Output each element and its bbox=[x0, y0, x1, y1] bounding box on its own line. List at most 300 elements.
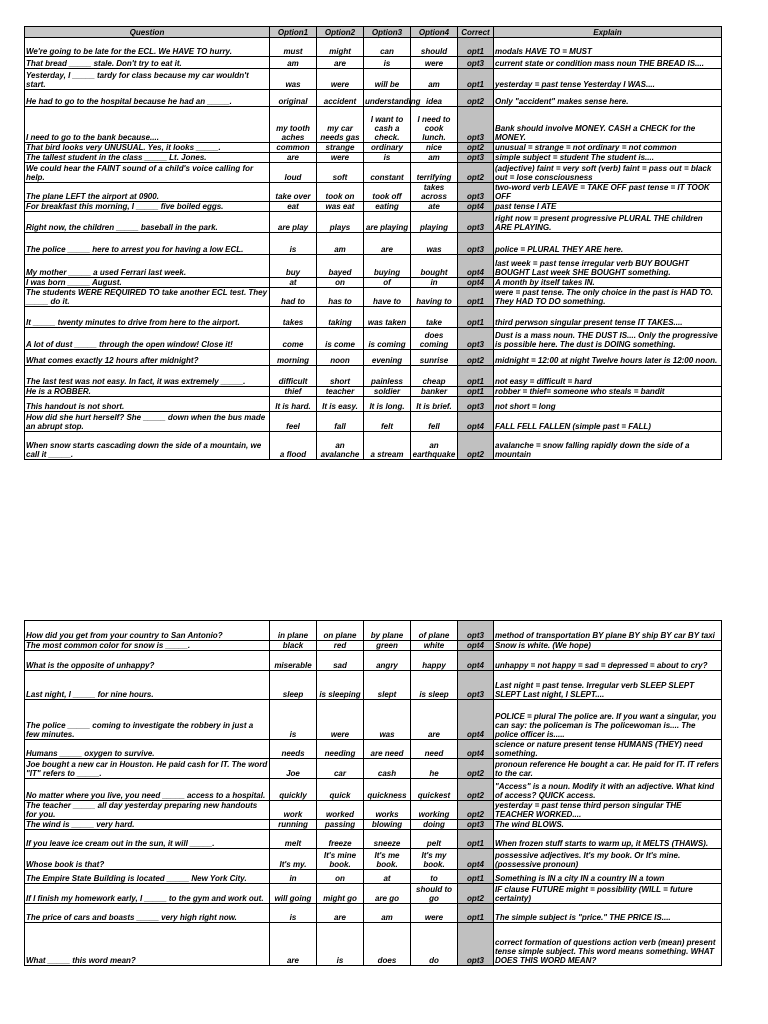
option3-cell: understanding bbox=[364, 90, 411, 107]
quiz-table bbox=[24, 26, 722, 460]
table-row bbox=[25, 288, 722, 307]
option2-cell: is bbox=[317, 923, 364, 966]
explain-cell: modals HAVE TO = MUST bbox=[494, 38, 722, 57]
option1-cell: at bbox=[270, 278, 317, 288]
option1-cell: is bbox=[270, 700, 317, 740]
option2-cell: quick bbox=[317, 779, 364, 801]
question-cell: That bread _____ stale. Don't try to eat it. bbox=[25, 57, 270, 69]
option1-cell: in bbox=[270, 870, 317, 884]
option1-cell: in plane bbox=[270, 621, 317, 641]
question-cell: If you leave ice cream out in the sun, it will _____. bbox=[25, 830, 270, 849]
option4-cell: an earthquake bbox=[411, 432, 458, 460]
table-row bbox=[25, 350, 722, 366]
option1-cell: common bbox=[270, 143, 317, 153]
option3-cell: by plane bbox=[364, 621, 411, 641]
table-row bbox=[25, 849, 722, 870]
table-row bbox=[25, 387, 722, 397]
option2-cell: red bbox=[317, 641, 364, 651]
option3-cell: of bbox=[364, 278, 411, 288]
question-cell: The police _____ here to arrest you for having a low ECL. bbox=[25, 233, 270, 255]
table-row bbox=[25, 183, 722, 202]
option4-cell: in bbox=[411, 278, 458, 288]
header-option2: Option2 bbox=[317, 27, 364, 38]
option3-cell: took off bbox=[364, 183, 411, 202]
question-cell: The teacher _____ all day yesterday preparing new handouts for you. bbox=[25, 801, 270, 820]
table-row bbox=[25, 366, 722, 387]
explain-cell: pronoun reference He bought a car. He paid for IT. IT refers to the car. bbox=[494, 759, 722, 779]
explain-cell: possessive adjectives. It's my book. Or It's mine. (possessive pronoun) bbox=[494, 849, 722, 870]
explain-cell: Snow is white. (We hope) bbox=[494, 641, 722, 651]
option2-cell: took on bbox=[317, 183, 364, 202]
correct-cell: opt4 bbox=[458, 849, 494, 870]
explain-cell: not short = long bbox=[494, 397, 722, 412]
correct-cell: opt1 bbox=[458, 288, 494, 307]
option2-cell: an avalanche bbox=[317, 432, 364, 460]
option3-cell: evening bbox=[364, 350, 411, 366]
option3-cell: are go bbox=[364, 884, 411, 904]
option3-cell: soldier bbox=[364, 387, 411, 397]
option2-cell: taking bbox=[317, 307, 364, 328]
option4-cell: takes across bbox=[411, 183, 458, 202]
option2-cell: car bbox=[317, 759, 364, 779]
option1-cell: are bbox=[270, 153, 317, 163]
explain-cell: method of transportation BY plane BY ship BY car BY taxi bbox=[494, 621, 722, 641]
question-cell: Humans _____ oxygen to survive. bbox=[25, 740, 270, 759]
option3-cell: sneeze bbox=[364, 830, 411, 849]
question-cell: The students WERE REQUIRED TO take another ECL test. They _____ do it. bbox=[25, 288, 270, 307]
correct-cell: opt2 bbox=[458, 779, 494, 801]
option2-cell: It's mine book. bbox=[317, 849, 364, 870]
option1-cell: takes bbox=[270, 307, 317, 328]
question-cell: My mother _____ a used Ferrari last week. bbox=[25, 255, 270, 278]
question-cell: How did you get from your country to San Antonio? bbox=[25, 621, 270, 641]
option2-cell: It is easy. bbox=[317, 397, 364, 412]
option4-cell: he bbox=[411, 759, 458, 779]
explain-cell: The simple subject is "price." THE PRICE IS.... bbox=[494, 904, 722, 923]
option2-cell: passing bbox=[317, 820, 364, 830]
correct-cell: opt4 bbox=[458, 412, 494, 432]
option2-cell: are bbox=[317, 57, 364, 69]
option2-cell: on bbox=[317, 870, 364, 884]
question-cell: When snow starts cascading down the side of a mountain, we call it _____. bbox=[25, 432, 270, 460]
option3-cell: felt bbox=[364, 412, 411, 432]
option4-cell: am bbox=[411, 153, 458, 163]
header-option3: Option3 bbox=[364, 27, 411, 38]
option3-cell: will be bbox=[364, 69, 411, 90]
option4-cell: white bbox=[411, 641, 458, 651]
question-cell: He is a ROBBER. bbox=[25, 387, 270, 397]
option3-cell: are playing bbox=[364, 212, 411, 233]
correct-cell: opt4 bbox=[458, 700, 494, 740]
explain-cell: yesterday = past tense Yesterday I WAS.... bbox=[494, 69, 722, 90]
option1-cell: It's my. bbox=[270, 849, 317, 870]
table-row bbox=[25, 307, 722, 328]
correct-cell: opt3 bbox=[458, 153, 494, 163]
option1-cell: running bbox=[270, 820, 317, 830]
option2-cell: is come bbox=[317, 328, 364, 350]
correct-cell: opt3 bbox=[458, 328, 494, 350]
option2-cell: were bbox=[317, 153, 364, 163]
option3-cell: It is long. bbox=[364, 397, 411, 412]
explain-cell: The wind BLOWS. bbox=[494, 820, 722, 830]
option1-cell: loud bbox=[270, 163, 317, 183]
option1-cell: are bbox=[270, 923, 317, 966]
table-row bbox=[25, 923, 722, 966]
correct-cell: opt1 bbox=[458, 69, 494, 90]
question-cell: It _____ twenty minutes to drive from here to the airport. bbox=[25, 307, 270, 328]
explain-cell: A month by itself takes IN. bbox=[494, 278, 722, 288]
option4-cell: nice bbox=[411, 143, 458, 153]
option2-cell: soft bbox=[317, 163, 364, 183]
option4-cell: do bbox=[411, 923, 458, 966]
option2-cell: might go bbox=[317, 884, 364, 904]
option1-cell: original bbox=[270, 90, 317, 107]
option2-cell: are bbox=[317, 904, 364, 923]
option2-cell: freeze bbox=[317, 830, 364, 849]
option3-cell: does bbox=[364, 923, 411, 966]
option4-cell: It's my book. bbox=[411, 849, 458, 870]
option3-cell: are bbox=[364, 233, 411, 255]
option1-cell: work bbox=[270, 801, 317, 820]
option2-cell: might bbox=[317, 38, 364, 57]
quiz-table-1 bbox=[24, 26, 721, 460]
table-row bbox=[25, 233, 722, 255]
table-row bbox=[25, 870, 722, 884]
option1-cell: come bbox=[270, 328, 317, 350]
table-body bbox=[25, 38, 722, 460]
option1-cell: is bbox=[270, 904, 317, 923]
question-cell: The Empire State Building is located _____ New York City. bbox=[25, 870, 270, 884]
explain-cell: police = PLURAL THEY ARE here. bbox=[494, 233, 722, 255]
header-option4: Option4 bbox=[411, 27, 458, 38]
question-cell: We could hear the FAINT sound of a child's voice calling for help. bbox=[25, 163, 270, 183]
option2-cell: worked bbox=[317, 801, 364, 820]
option1-cell: difficult bbox=[270, 366, 317, 387]
question-cell: What comes exactly 12 hours after midnight? bbox=[25, 350, 270, 366]
option4-cell: bought bbox=[411, 255, 458, 278]
explain-cell: current state or condition mass noun THE BREAD IS.... bbox=[494, 57, 722, 69]
question-cell: The tallest student in the class _____ Lt. Jones. bbox=[25, 153, 270, 163]
option1-cell: It is hard. bbox=[270, 397, 317, 412]
correct-cell: opt3 bbox=[458, 107, 494, 143]
option4-cell: banker bbox=[411, 387, 458, 397]
question-cell: Right now, the children _____ baseball in the park. bbox=[25, 212, 270, 233]
option1-cell: my tooth aches bbox=[270, 107, 317, 143]
correct-cell: opt4 bbox=[458, 651, 494, 671]
option1-cell: am bbox=[270, 57, 317, 69]
correct-cell: opt3 bbox=[458, 923, 494, 966]
option3-cell: am bbox=[364, 904, 411, 923]
option2-cell: short bbox=[317, 366, 364, 387]
option3-cell: was taken bbox=[364, 307, 411, 328]
table-row bbox=[25, 328, 722, 350]
option3-cell: is bbox=[364, 57, 411, 69]
option3-cell: works bbox=[364, 801, 411, 820]
explain-cell: third perwson singular present tense IT TAKES.... bbox=[494, 307, 722, 328]
option4-cell: were bbox=[411, 57, 458, 69]
option3-cell: was bbox=[364, 700, 411, 740]
table-row bbox=[25, 904, 722, 923]
option4-cell: should bbox=[411, 38, 458, 57]
option4-cell: pelt bbox=[411, 830, 458, 849]
option2-cell: noon bbox=[317, 350, 364, 366]
option3-cell: eating bbox=[364, 202, 411, 212]
table-row bbox=[25, 830, 722, 849]
correct-cell: opt1 bbox=[458, 830, 494, 849]
header-row bbox=[25, 27, 722, 38]
option4-cell: was bbox=[411, 233, 458, 255]
option2-cell: needing bbox=[317, 740, 364, 759]
option2-cell: has to bbox=[317, 288, 364, 307]
option4-cell: working bbox=[411, 801, 458, 820]
option4-cell: doing bbox=[411, 820, 458, 830]
question-cell: The price of cars and boasts _____ very high right now. bbox=[25, 904, 270, 923]
option4-cell: to bbox=[411, 870, 458, 884]
question-cell: The last test was not easy. In fact, it was extremely _____. bbox=[25, 366, 270, 387]
question-cell: I need to go to the bank because.... bbox=[25, 107, 270, 143]
option3-cell: a stream bbox=[364, 432, 411, 460]
correct-cell: opt3 bbox=[458, 671, 494, 700]
option4-cell: of plane bbox=[411, 621, 458, 641]
header-explain: Explain bbox=[494, 27, 722, 38]
option4-cell: terrifying bbox=[411, 163, 458, 183]
table-row bbox=[25, 651, 722, 671]
table-row bbox=[25, 641, 722, 651]
option3-cell: blowing bbox=[364, 820, 411, 830]
option4-cell: ate bbox=[411, 202, 458, 212]
table-row bbox=[25, 278, 722, 288]
option4-cell: sunrise bbox=[411, 350, 458, 366]
question-cell: What is the opposite of unhappy? bbox=[25, 651, 270, 671]
correct-cell: opt1 bbox=[458, 870, 494, 884]
explain-cell: Dust is a mass noun. THE DUST IS.... Only the progressive is possible here. The dust is DOING something. bbox=[494, 328, 722, 350]
option4-cell: happy bbox=[411, 651, 458, 671]
table-row bbox=[25, 759, 722, 779]
explain-cell: Last night = past tense. Irregular verb SLEEP SLEPT SLEPT Last night, I SLEPT.... bbox=[494, 671, 722, 700]
option4-cell: should to go bbox=[411, 884, 458, 904]
option1-cell: Joe bbox=[270, 759, 317, 779]
question-cell: This handout is not short. bbox=[25, 397, 270, 412]
explain-cell: (adjective) faint = very soft (verb) faint = pass out = black out = lose consciousness bbox=[494, 163, 722, 183]
option4-cell: need bbox=[411, 740, 458, 759]
correct-cell: opt2 bbox=[458, 163, 494, 183]
correct-cell: opt4 bbox=[458, 255, 494, 278]
option1-cell: feel bbox=[270, 412, 317, 432]
option4-cell: am bbox=[411, 69, 458, 90]
option4-cell: quickest bbox=[411, 779, 458, 801]
table-row bbox=[25, 163, 722, 183]
question-cell: Yesterday, I _____ tardy for class because my car wouldn't start. bbox=[25, 69, 270, 90]
table-row bbox=[25, 397, 722, 412]
option1-cell: quickly bbox=[270, 779, 317, 801]
question-cell: How did she hurt herself? She _____ down when the bus made an abrupt stop. bbox=[25, 412, 270, 432]
option3-cell: is bbox=[364, 153, 411, 163]
option4-cell: take bbox=[411, 307, 458, 328]
explain-cell: unusual = strange = not ordinary = not common bbox=[494, 143, 722, 153]
question-cell: We're going to be late for the ECL. We HAVE TO hurry. bbox=[25, 38, 270, 57]
option4-cell: cheap bbox=[411, 366, 458, 387]
correct-cell: opt1 bbox=[458, 904, 494, 923]
option2-cell: were bbox=[317, 69, 364, 90]
option2-cell: plays bbox=[317, 212, 364, 233]
option4-cell: It is brief. bbox=[411, 397, 458, 412]
question-cell: The plane LEFT the airport at 0900. bbox=[25, 183, 270, 202]
option4-cell: does coming bbox=[411, 328, 458, 350]
correct-cell: opt1 bbox=[458, 307, 494, 328]
option3-cell: I want to cash a check. bbox=[364, 107, 411, 143]
table-row bbox=[25, 38, 722, 57]
option2-cell: fall bbox=[317, 412, 364, 432]
table-row bbox=[25, 412, 722, 432]
option1-cell: take over bbox=[270, 183, 317, 202]
option3-cell: is coming bbox=[364, 328, 411, 350]
explain-cell: When frozen stuff starts to warm up, it MELTS (THAWS). bbox=[494, 830, 722, 849]
option2-cell: accident bbox=[317, 90, 364, 107]
option4-cell: are bbox=[411, 700, 458, 740]
option4-cell: were bbox=[411, 904, 458, 923]
option3-cell: ordinary bbox=[364, 143, 411, 153]
option1-cell: is bbox=[270, 233, 317, 255]
table-row bbox=[25, 432, 722, 460]
question-cell: The wind is _____ very hard. bbox=[25, 820, 270, 830]
question-cell: Whose book is that? bbox=[25, 849, 270, 870]
correct-cell: opt3 bbox=[458, 233, 494, 255]
question-cell: I was born _____ August. bbox=[25, 278, 270, 288]
explain-cell: avalanche = snow falling rapidly down the side of a mountain bbox=[494, 432, 722, 460]
correct-cell: opt2 bbox=[458, 350, 494, 366]
option2-cell: on plane bbox=[317, 621, 364, 641]
option3-cell: green bbox=[364, 641, 411, 651]
option2-cell: am bbox=[317, 233, 364, 255]
correct-cell: opt3 bbox=[458, 212, 494, 233]
option4-cell: is sleep bbox=[411, 671, 458, 700]
table-row bbox=[25, 90, 722, 107]
option1-cell: morning bbox=[270, 350, 317, 366]
question-cell: For breakfast this morning, I _____ five boiled eggs. bbox=[25, 202, 270, 212]
explain-cell: POLICE = plural The police are. If you want a singular, you can say: the policeman is The policewoman is.... The police officer is..... bbox=[494, 700, 722, 740]
question-cell: He had to go to the hospital because he had an _____. bbox=[25, 90, 270, 107]
option1-cell: buy bbox=[270, 255, 317, 278]
correct-cell: opt2 bbox=[458, 90, 494, 107]
option3-cell: angry bbox=[364, 651, 411, 671]
explain-cell: right now = present progressive PLURAL THE children ARE PLAYING. bbox=[494, 212, 722, 233]
question-cell: Joe bought a new car in Houston. He paid cash for IT. The word "IT" refers to _____. bbox=[25, 759, 270, 779]
quiz-table bbox=[24, 620, 722, 966]
option3-cell: quickness bbox=[364, 779, 411, 801]
explain-cell: Bank should involve MONEY. CASH a CHECK for the MONEY. bbox=[494, 107, 722, 143]
header-question: Question bbox=[25, 27, 270, 38]
option1-cell: will going bbox=[270, 884, 317, 904]
option2-cell: teacher bbox=[317, 387, 364, 397]
option3-cell: are need bbox=[364, 740, 411, 759]
table-row bbox=[25, 107, 722, 143]
header-option1: Option1 bbox=[270, 27, 317, 38]
question-cell: The police _____ coming to investigate the robbery in just a few minutes. bbox=[25, 700, 270, 740]
quiz-table-2 bbox=[24, 620, 721, 966]
question-cell: Last night, I _____ for nine hours. bbox=[25, 671, 270, 700]
explain-cell: unhappy = not happy = sad = depressed = about to cry? bbox=[494, 651, 722, 671]
table-row bbox=[25, 57, 722, 69]
table-row bbox=[25, 820, 722, 830]
table-row bbox=[25, 255, 722, 278]
option2-cell: on bbox=[317, 278, 364, 288]
option1-cell: needs bbox=[270, 740, 317, 759]
correct-cell: opt1 bbox=[458, 366, 494, 387]
explain-cell: FALL FELL FALLEN (simple past = FALL) bbox=[494, 412, 722, 432]
option1-cell: thief bbox=[270, 387, 317, 397]
table-row bbox=[25, 621, 722, 641]
table-row bbox=[25, 779, 722, 801]
explain-cell: Only "accident" makes sense here. bbox=[494, 90, 722, 107]
correct-cell: opt3 bbox=[458, 820, 494, 830]
table-row bbox=[25, 212, 722, 233]
explain-cell: simple subject = student The student is.... bbox=[494, 153, 722, 163]
correct-cell: opt3 bbox=[458, 57, 494, 69]
option1-cell: melt bbox=[270, 830, 317, 849]
correct-cell: opt4 bbox=[458, 278, 494, 288]
correct-cell: opt4 bbox=[458, 740, 494, 759]
explain-cell: "Access" is a noun. Modify it with an adjective. What kind of access? QUICK access. bbox=[494, 779, 722, 801]
option4-cell: playing bbox=[411, 212, 458, 233]
option4-cell: I need to cook lunch. bbox=[411, 107, 458, 143]
correct-cell: opt1 bbox=[458, 38, 494, 57]
header-correct: Correct bbox=[458, 27, 494, 38]
option3-cell: cash bbox=[364, 759, 411, 779]
correct-cell: opt4 bbox=[458, 641, 494, 651]
table-row bbox=[25, 740, 722, 759]
table-row bbox=[25, 153, 722, 163]
correct-cell: opt3 bbox=[458, 397, 494, 412]
option2-cell: bayed bbox=[317, 255, 364, 278]
explain-cell: not easy = difficult = hard bbox=[494, 366, 722, 387]
option1-cell: sleep bbox=[270, 671, 317, 700]
correct-cell: opt4 bbox=[458, 202, 494, 212]
correct-cell: opt1 bbox=[458, 387, 494, 397]
explain-cell: two-word verb LEAVE = TAKE OFF past tense = IT TOOK OFF bbox=[494, 183, 722, 202]
option2-cell: is sleeping bbox=[317, 671, 364, 700]
correct-cell: opt3 bbox=[458, 621, 494, 641]
explain-cell: Something is IN a city IN a country IN a town bbox=[494, 870, 722, 884]
explain-cell: correct formation of questions action verb (mean) present tense simple subject. This word means something. WHAT DOES THIS WORD MEAN? bbox=[494, 923, 722, 966]
option3-cell: constant bbox=[364, 163, 411, 183]
option1-cell: are play bbox=[270, 212, 317, 233]
option1-cell: miserable bbox=[270, 651, 317, 671]
table-row bbox=[25, 671, 722, 700]
option1-cell: was bbox=[270, 69, 317, 90]
option3-cell: slept bbox=[364, 671, 411, 700]
table-row bbox=[25, 801, 722, 820]
option3-cell: can bbox=[364, 38, 411, 57]
explain-cell: midnight = 12:00 at night Twelve hours later is 12:00 noon. bbox=[494, 350, 722, 366]
question-cell: No matter where you live, you need _____ access to a hospital. bbox=[25, 779, 270, 801]
option4-cell: having to bbox=[411, 288, 458, 307]
explain-cell: robber = thief= someone who steals = bandit bbox=[494, 387, 722, 397]
question-cell: A lot of dust _____ through the open window! Close it! bbox=[25, 328, 270, 350]
explain-cell: last week = past tense irregular verb BUY BOUGHT BOUGHT Last week SHE BOUGHT something. bbox=[494, 255, 722, 278]
option4-cell: idea bbox=[411, 90, 458, 107]
option3-cell: at bbox=[364, 870, 411, 884]
option2-cell: my car needs gas bbox=[317, 107, 364, 143]
table-row bbox=[25, 69, 722, 90]
option2-cell: were bbox=[317, 700, 364, 740]
option1-cell: black bbox=[270, 641, 317, 651]
explain-cell: past tense I ATE bbox=[494, 202, 722, 212]
option3-cell: buying bbox=[364, 255, 411, 278]
correct-cell: opt2 bbox=[458, 759, 494, 779]
option1-cell: a flood bbox=[270, 432, 317, 460]
explain-cell: were = past tense. The only choice in the past is HAD TO. They HAD TO DO something. bbox=[494, 288, 722, 307]
option3-cell: painless bbox=[364, 366, 411, 387]
